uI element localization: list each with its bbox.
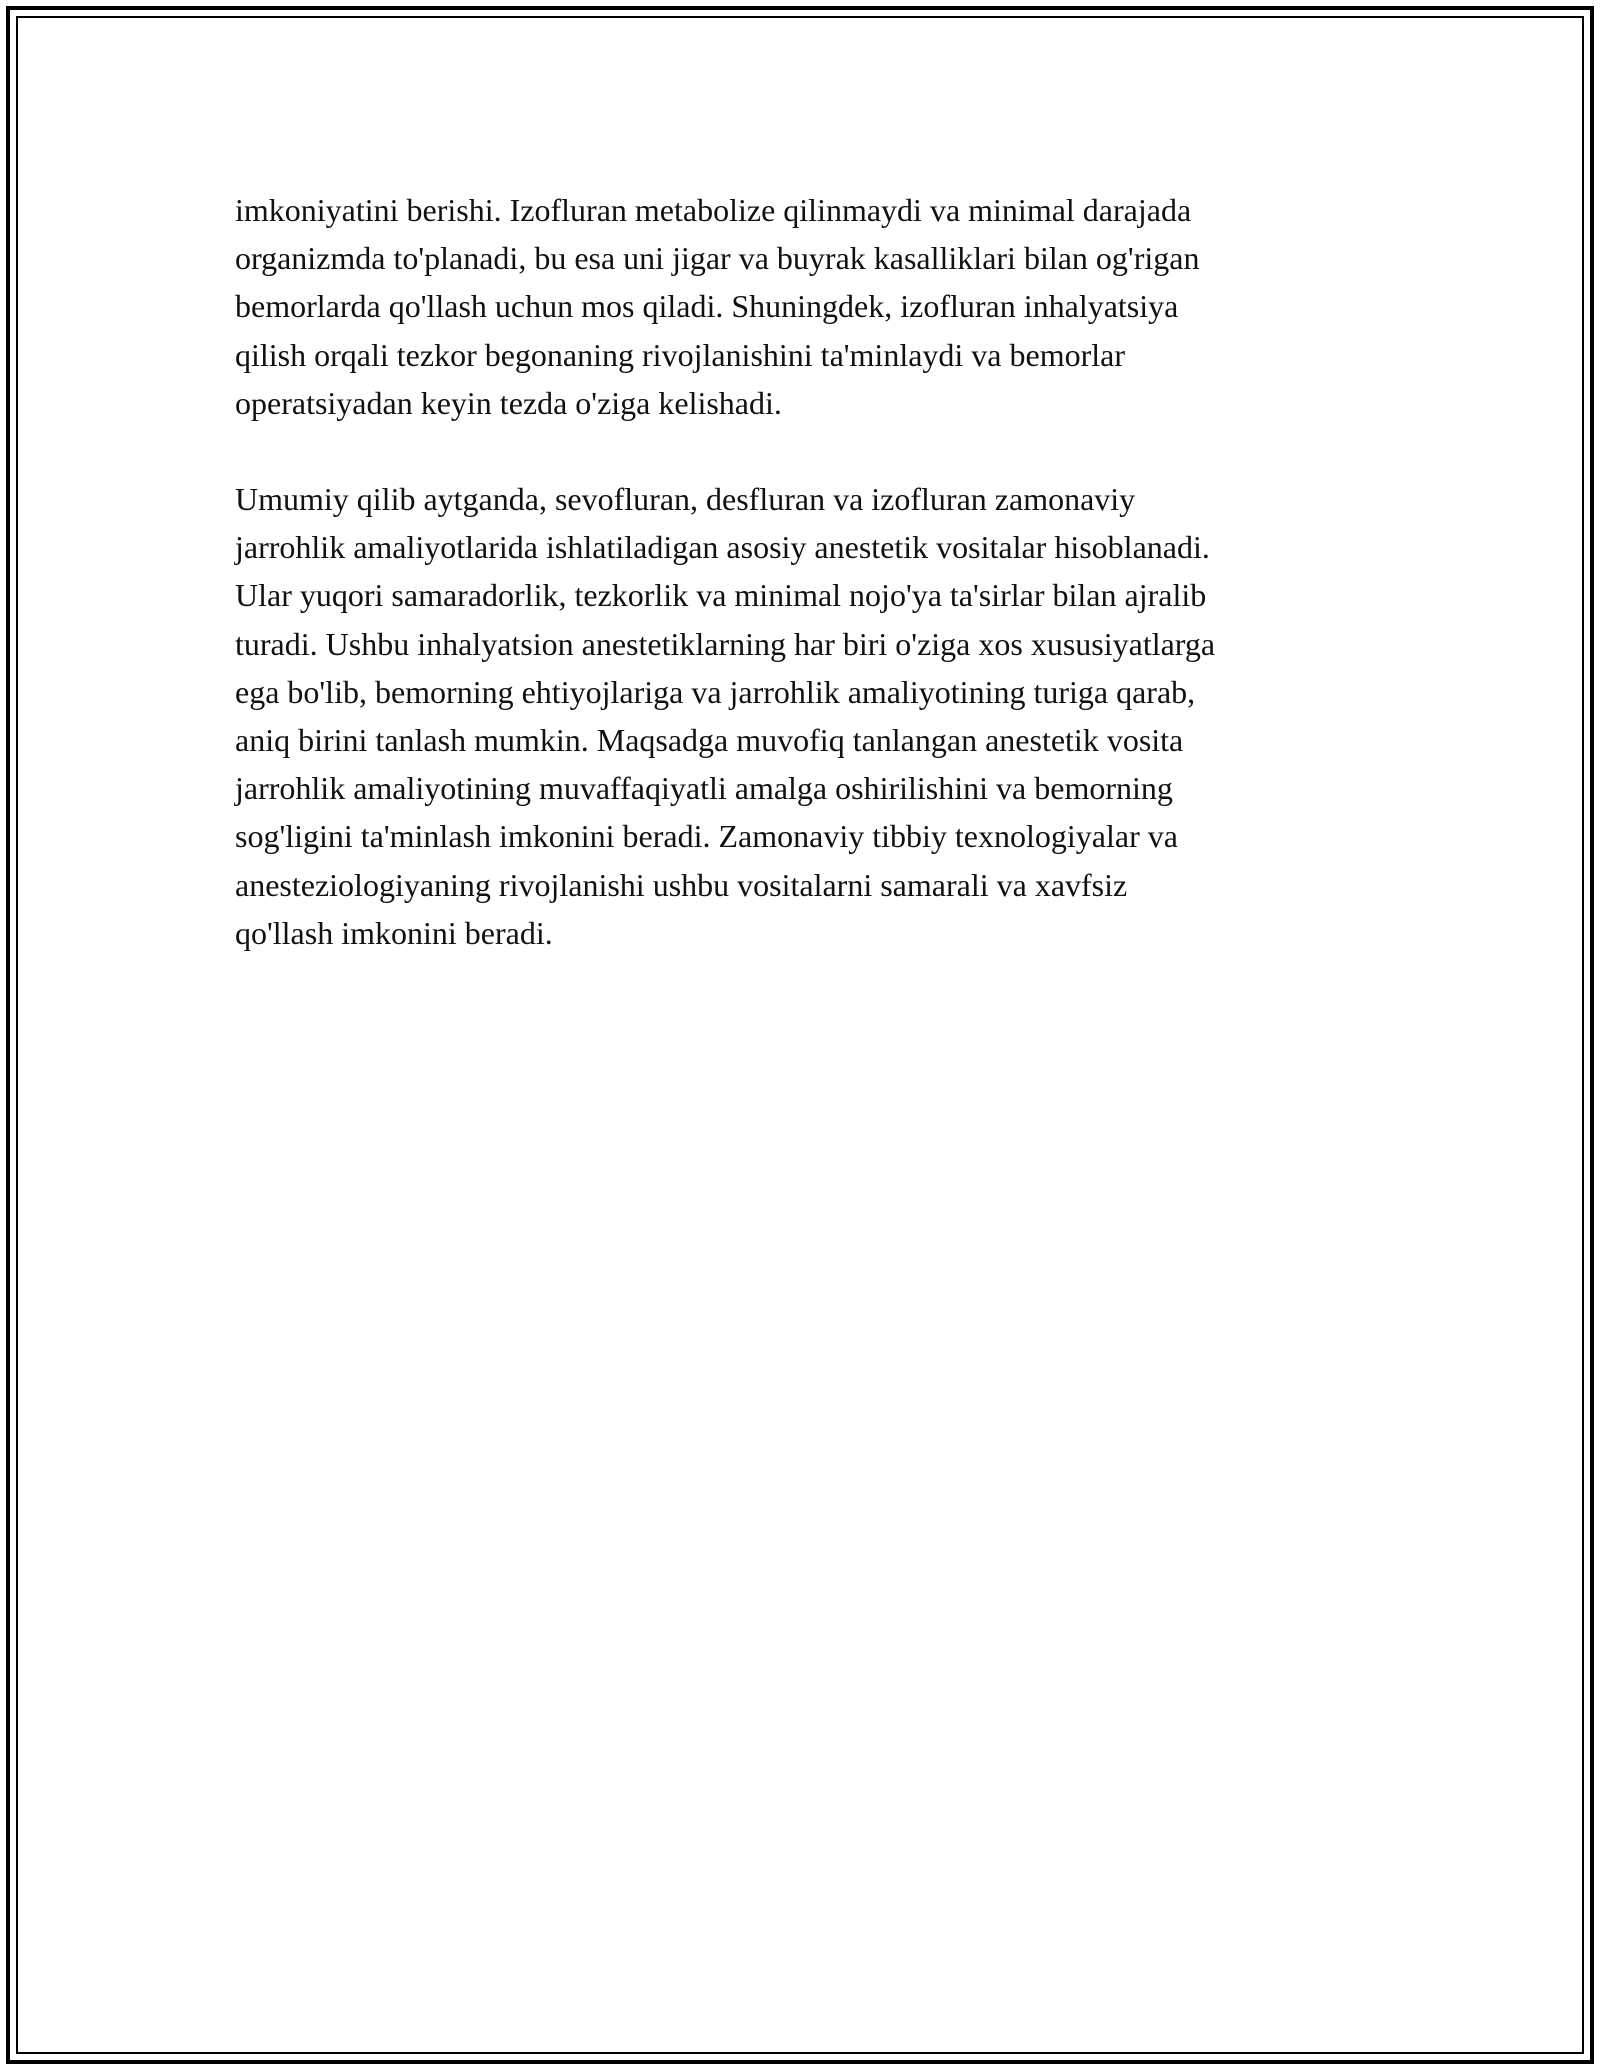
text-line: turadi. Ushbu inhalyatsion anestetiklarning har biri o'ziga xos xususiyatlarga bbox=[235, 625, 1216, 662]
document-body bbox=[235, 186, 1375, 957]
text-line: qo'llash imkonini beradi. bbox=[235, 914, 553, 951]
paragraph bbox=[235, 475, 1375, 957]
text-line: Umumiy qilib aytganda, sevofluran, desfluran va izofluran zamonaviy bbox=[235, 481, 1136, 518]
text-line: organizmda to'planadi, bu esa uni jigar va buyrak kasalliklari bilan og'rigan bbox=[235, 240, 1200, 277]
text-line: bemorlarda qo'llash uchun mos qiladi. Shuningdek, izofluran inhalyatsiya bbox=[235, 288, 1179, 325]
text-line: qilish orqali tezkor begonaning rivojlanishini ta'minlaydi va bemorlar bbox=[235, 336, 1125, 373]
text-line: anesteziologiyaning rivojlanishi ushbu vositalarni samarali va xavfsiz bbox=[235, 866, 1128, 903]
text-line: jarrohlik amaliyotlarida ishlatiladigan asosiy anestetik vositalar hisoblanadi. bbox=[235, 529, 1210, 566]
paragraph bbox=[235, 186, 1375, 427]
text-line: sog'ligini ta'minlash imkonini beradi. Zamonaviy tibbiy texnologiyalar va bbox=[235, 818, 1178, 855]
text-line: operatsiyadan keyin tezda o'ziga kelishadi. bbox=[235, 384, 782, 421]
text-line: imkoniyatini berishi. Izofluran metabolize qilinmaydi va minimal darajada bbox=[235, 192, 1192, 228]
text-line: Ular yuqori samaradorlik, tezkorlik va minimal nojo'ya ta'sirlar bilan ajralib bbox=[235, 577, 1207, 614]
text-line: aniq birini tanlash mumkin. Maqsadga muvofiq tanlangan anestetik vosita bbox=[235, 722, 1184, 759]
text-line: jarrohlik amaliyotining muvaffaqiyatli amalga oshirilishini va bemorning bbox=[235, 770, 1173, 807]
text-line: ega bo'lib, bemorning ehtiyojlariga va jarrohlik amaliyotining turiga qarab, bbox=[235, 673, 1196, 710]
